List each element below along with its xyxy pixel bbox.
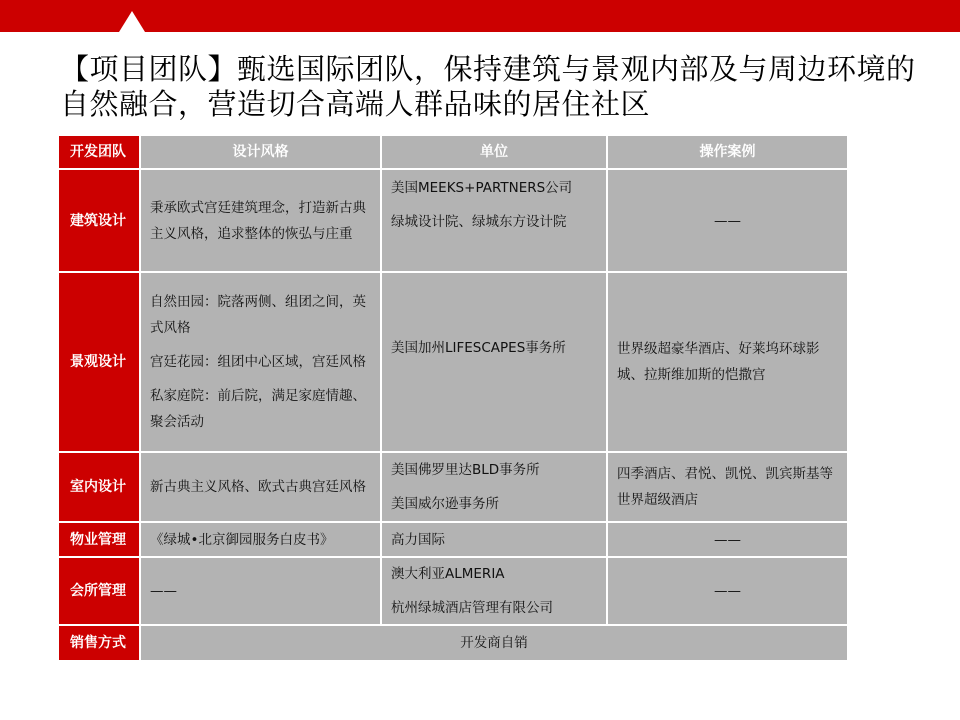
header-style: 设计风格	[141, 136, 380, 168]
table-row	[59, 523, 847, 556]
cell-text: 美国佛罗里达BLD事务所	[391, 462, 540, 478]
cell-text: ——	[714, 531, 741, 548]
cell-text: 新古典主义风格、欧式古典宫廷风格	[150, 479, 366, 495]
style-cell	[141, 453, 380, 521]
header-case: 操作案例	[608, 136, 847, 168]
cell-text: 美国加州LIFESCAPES事务所	[391, 340, 566, 356]
cell-text: 高力国际	[391, 531, 445, 548]
unit-cell	[382, 558, 606, 624]
cell-text: 美国威尔逊事务所	[391, 496, 499, 512]
style-cell	[141, 273, 380, 451]
cell-text: 私家庭院：前后院，满足家庭情趣、聚会活动	[150, 388, 366, 430]
case-cell	[608, 170, 847, 271]
header-unit: 单位	[382, 136, 606, 168]
table-row	[59, 273, 847, 451]
cell-text: 宫廷花园：组团中心区域，宫廷风格	[150, 354, 366, 370]
style-cell	[141, 558, 380, 624]
unit-cell	[382, 523, 606, 556]
cell-text: 四季酒店、君悦、凯悦、凯宾斯基等世界超级酒店	[617, 466, 833, 508]
unit-cell	[382, 170, 606, 271]
case-cell	[608, 523, 847, 556]
cell-text: ——	[714, 212, 741, 229]
table-header-row	[59, 136, 847, 168]
header-team: 开发团队	[59, 136, 139, 168]
sales-value: 开发商自销	[141, 626, 847, 660]
cell-text: ——	[150, 583, 177, 599]
project-team-table	[57, 134, 849, 662]
unit-cell	[382, 273, 606, 451]
table-row-sales	[59, 626, 847, 660]
row-label: 物业管理	[59, 523, 139, 556]
table-row	[59, 170, 847, 271]
cell-text: 世界级超豪华酒店、好莱坞环球影城、拉斯维加斯的恺撒宫	[617, 341, 820, 383]
case-cell	[608, 273, 847, 451]
table-row	[59, 453, 847, 521]
cell-text: 秉承欧式宫廷建筑理念，打造新古典主义风格，追求整体的恢弘与庄重	[150, 199, 366, 242]
table-row	[59, 558, 847, 624]
cell-text: 自然田园：院落两侧、组团之间，英式风格	[150, 294, 366, 336]
row-label: 会所管理	[59, 558, 139, 624]
case-cell	[608, 558, 847, 624]
row-label: 室内设计	[59, 453, 139, 521]
style-cell	[141, 170, 380, 271]
cell-text: 杭州绿城酒店管理有限公司	[391, 600, 553, 616]
case-cell	[608, 453, 847, 521]
cell-text: ——	[714, 583, 741, 599]
row-label: 建筑设计	[59, 170, 139, 271]
cell-text: 澳大利亚ALMERIA	[391, 566, 505, 582]
page-title: 【项目团队】甄选国际团队，保持建筑与景观内部及与周边环境的自然融合，营造切合高端人群品味的居住社区	[60, 52, 916, 121]
cell-text: 绿城设计院、绿城东方设计院	[391, 214, 567, 230]
row-label: 销售方式	[59, 626, 139, 660]
unit-cell	[382, 453, 606, 521]
cell-text: 美国MEEKS+PARTNERS公司	[391, 180, 573, 196]
cell-text: 《绿城•北京御园服务白皮书》	[150, 531, 334, 548]
style-cell	[141, 523, 380, 556]
banner-triangle-marker	[119, 11, 145, 32]
row-label: 景观设计	[59, 273, 139, 451]
